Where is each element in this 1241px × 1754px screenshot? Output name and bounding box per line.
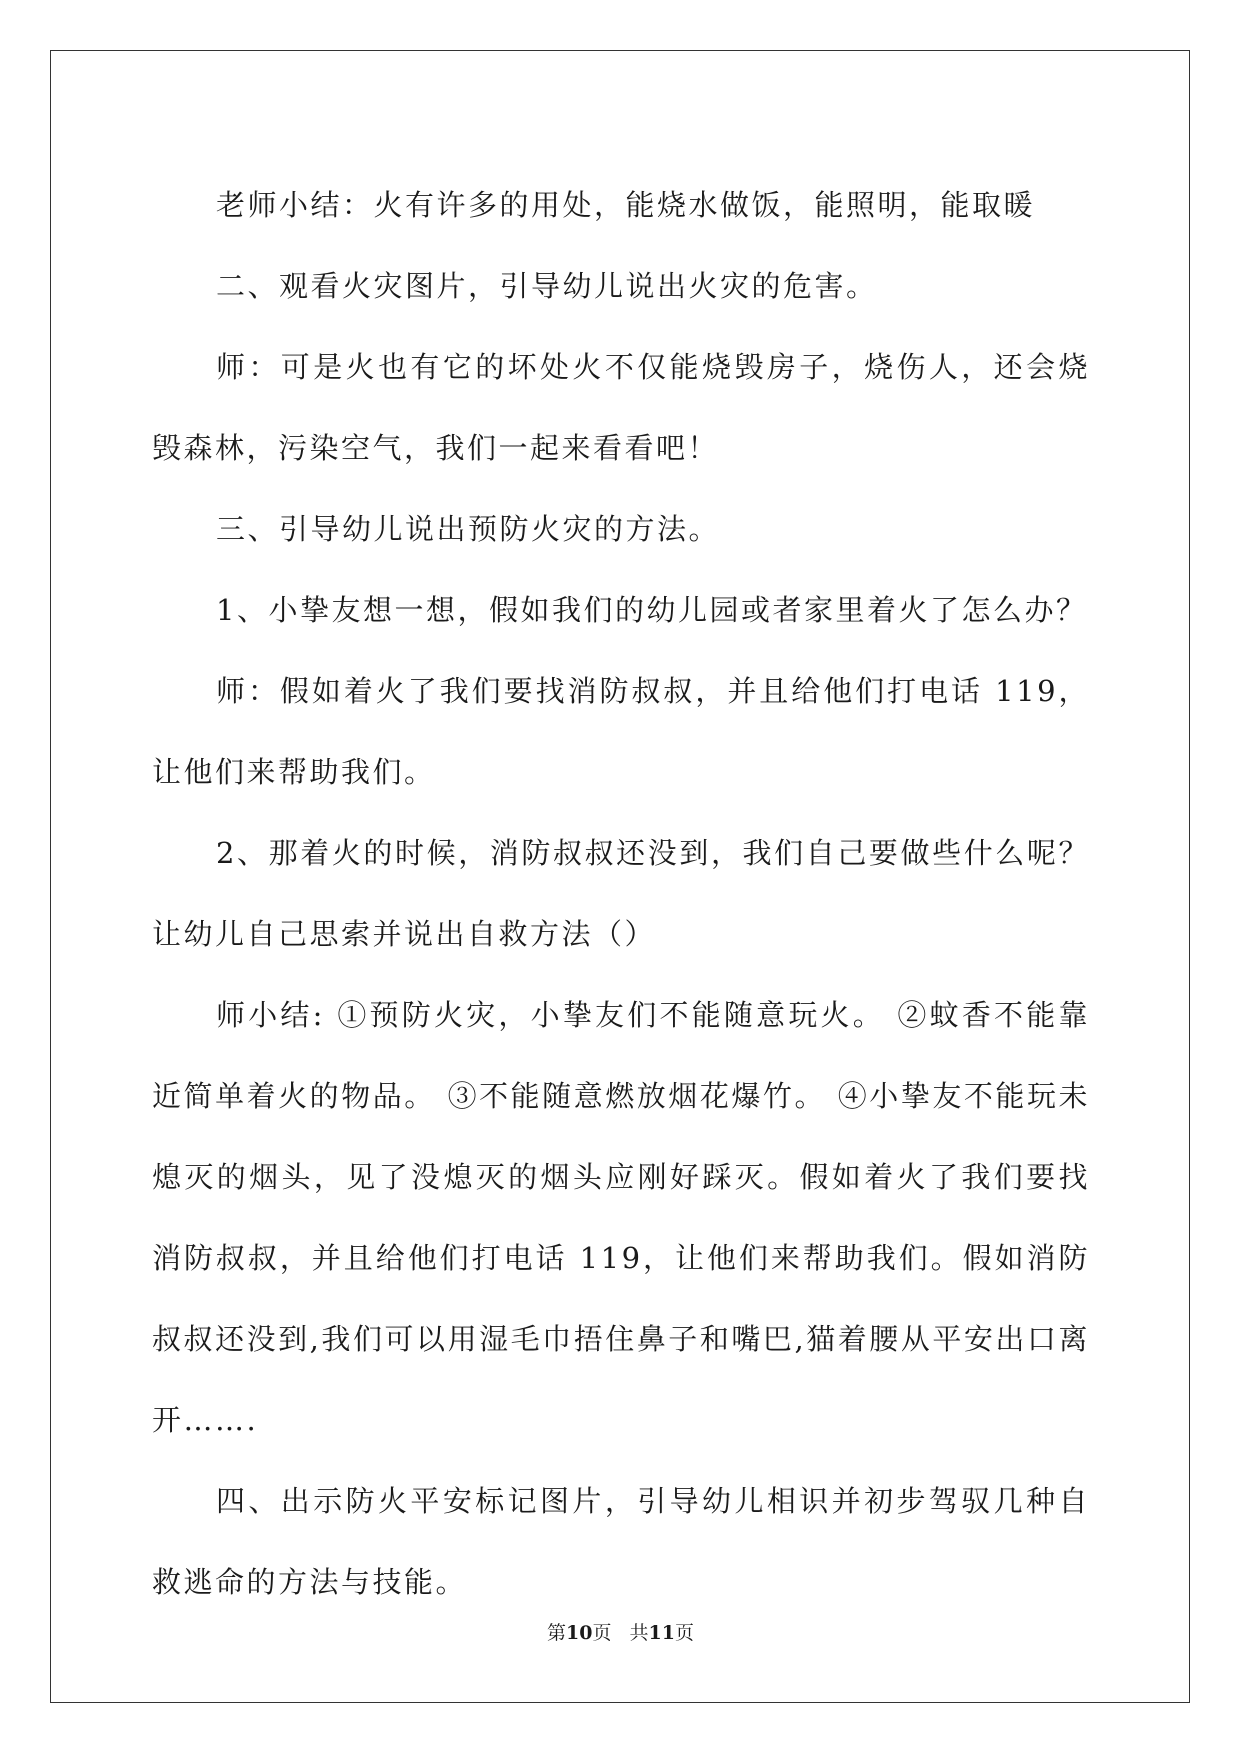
paragraph-call-firefighters: 师：假如着火了我们要找消防叔叔，并且给他们打电话 119，让他们来帮助我们。 [152, 674, 1090, 789]
paragraph-section-two: 二、观看火灾图片，引导幼儿说出火灾的危害。 [216, 269, 878, 303]
page-footer [0, 1618, 1241, 1645]
paragraph-question-one: 1、小挚友想一想，假如我们的幼儿园或者家里着火了怎么办？ [216, 593, 1088, 627]
paragraph-question-two: 2、那着火的时候，消防叔叔还没到，我们自己要做些什么呢？让幼儿自己思索并说出自救方法（） [152, 836, 1090, 951]
page-suffix: 页 [592, 1622, 612, 1644]
paragraph-section-four: 四、出示防火平安标记图片，引导幼儿相识并初步驾驭几种自救逃命的方法与技能。 [152, 1484, 1090, 1599]
document-body [152, 165, 1090, 1623]
paragraph-section-three: 三、引导幼儿说出预防火灾的方法。 [216, 512, 721, 546]
paragraph-fire-hazards: 师：可是火也有它的坏处火不仅能烧毁房子，烧伤人，还会烧毁森林，污染空气，我们一起来看看吧！ [152, 350, 1090, 465]
total-suffix: 页 [674, 1622, 694, 1644]
paragraph-teacher-summary: 老师小结：火有许多的用处，能烧水做饭，能照明，能取暖 [216, 188, 1036, 222]
total-prefix: 共 [629, 1622, 649, 1644]
paragraph-safety-summary: 师小结: ①预防火灾，小挚友们不能随意玩火。 ②蚊香不能靠近简单着火的物品。 ③不能随意燃放烟花爆竹。 ④小挚友不能玩未熄灭的烟头，见了没熄灭的烟头应刚好踩灭。假如着火了我们要找消防叔叔，并且给他们打电话 119，让他们来帮助我们。假如消防叔叔还没到,我们可以用湿毛巾捂住鼻子和嘴巴,猫着腰从平安出口离开……. [152, 998, 1090, 1437]
page-prefix: 第 [547, 1622, 567, 1644]
page-number-total: 11 [648, 1622, 675, 1644]
page-number-current: 10 [566, 1622, 593, 1644]
